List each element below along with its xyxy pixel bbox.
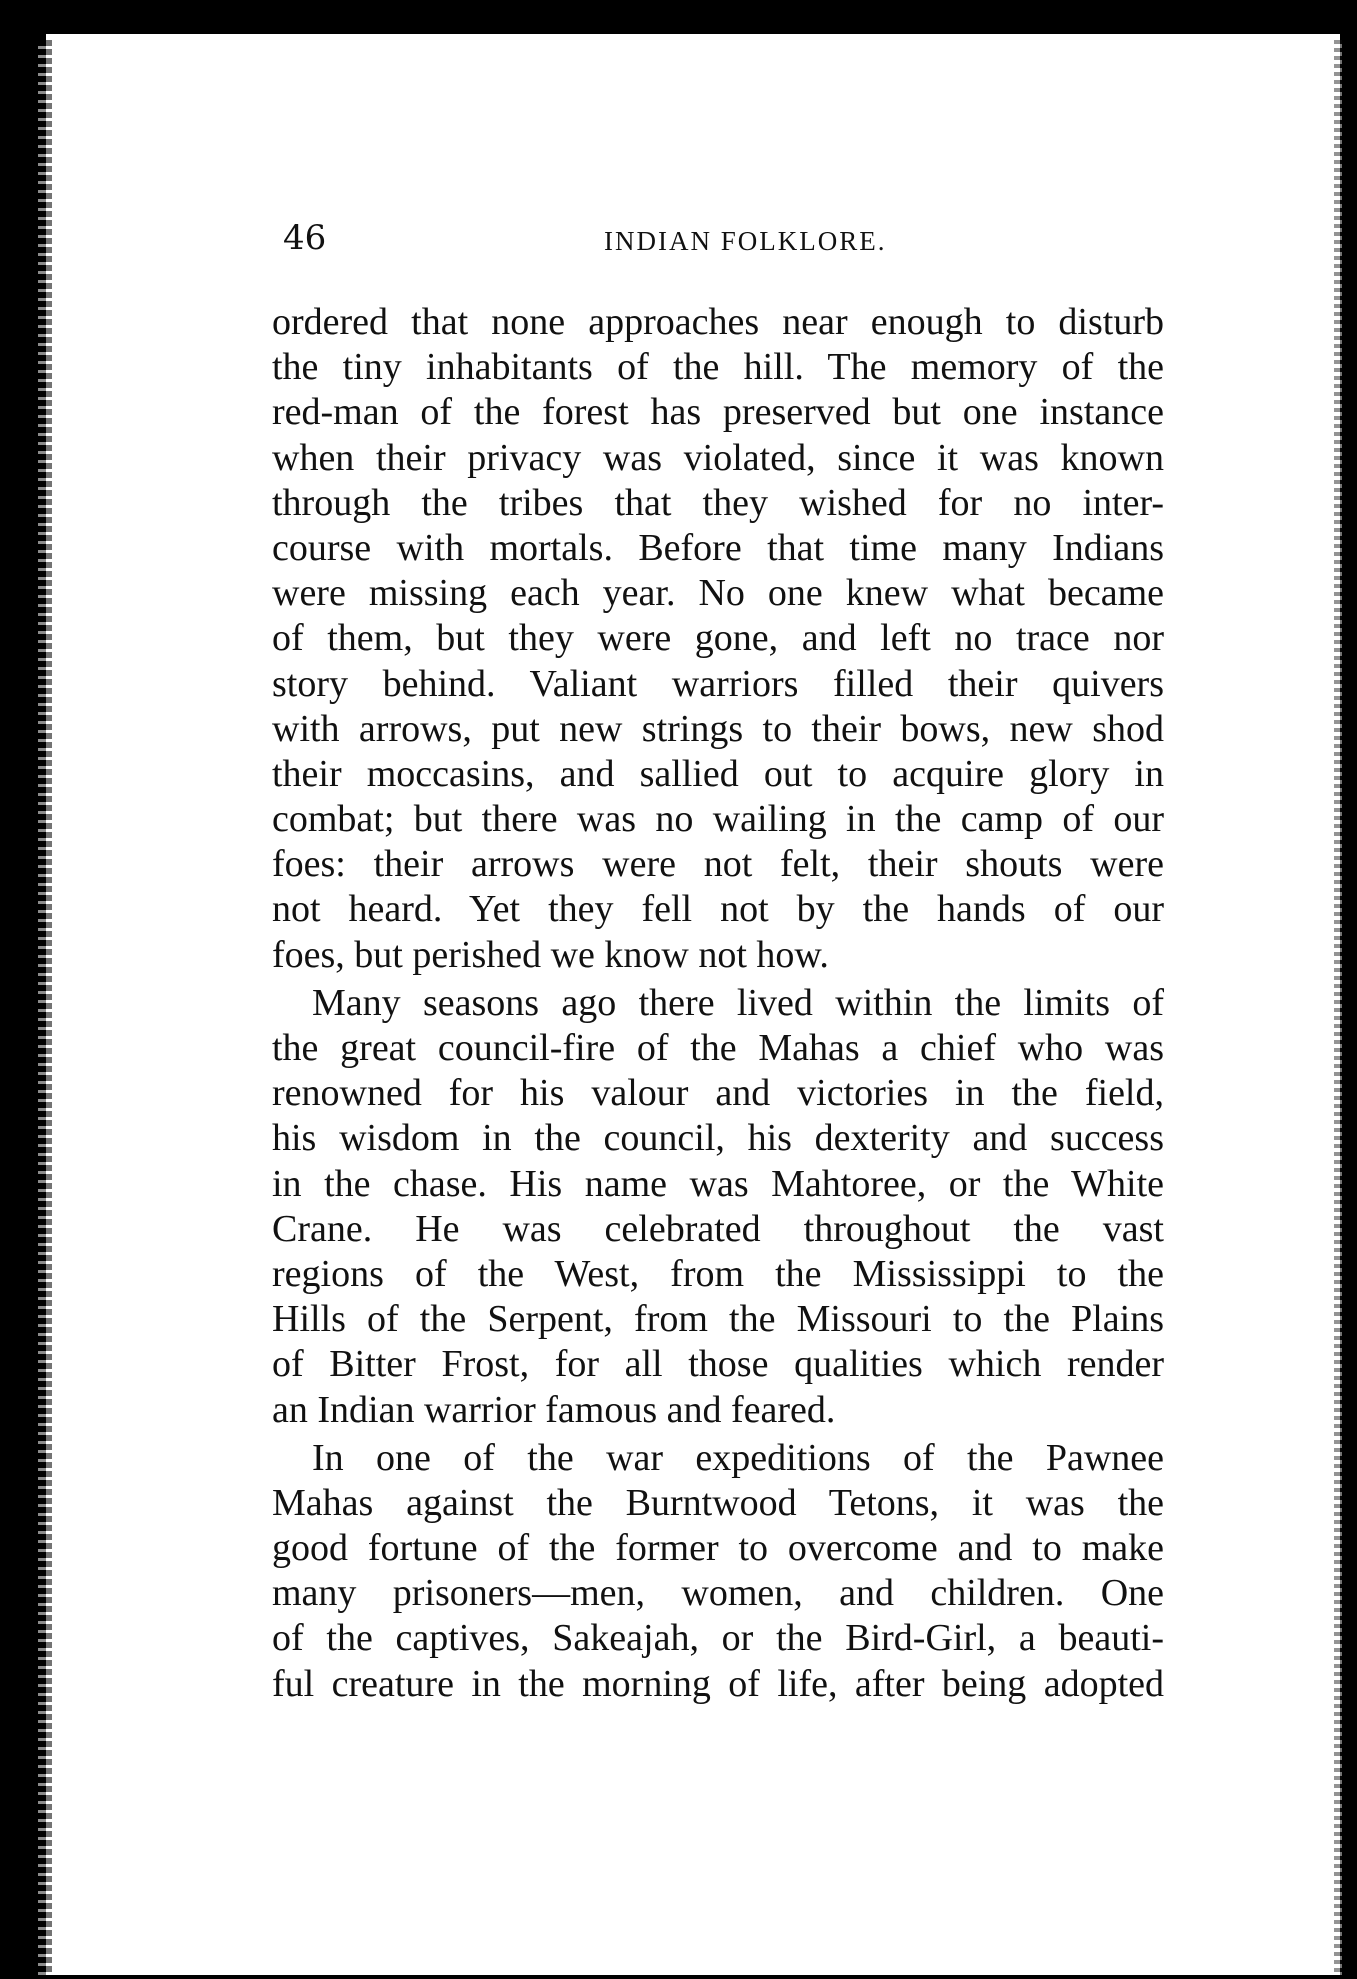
text-line: an Indian warrior famous and feared. [272,1388,836,1431]
scan-edge-artifact-right [1334,40,1342,1979]
text-line: their moccasins, and sallied out to acquire glory in [272,752,1164,795]
text-line: course with mortals. Before that time many Indians [272,526,1164,569]
text-line: Crane. He was celebrated throughout the vast [272,1207,1164,1250]
text-line: ordered that none approaches near enough to disturb [272,301,1164,343]
page-number: 46 [283,218,327,258]
text-line: In one of the war expeditions of the Pawnee [312,1436,1164,1479]
text-line: the tiny inhabitants of the hill. The memory of the [272,346,1164,389]
text-line: when their privacy was violated, since it was known [272,436,1164,479]
running-head [277,215,1167,261]
text-line: Many seasons ago there lived within the limits of [312,981,1164,1024]
paragraph-2 [272,981,1164,1433]
scan-edge-artifact-left [38,40,52,1979]
text-line: through the tribes that they wished for no inter- [272,481,1164,524]
text-line: not heard. Yet they fell not by the hands of our [272,888,1164,931]
text-line: were missing each year. No one knew what became [272,572,1164,615]
text-line: red-man of the forest has preserved but one instance [272,391,1164,434]
text-line: good fortune of the former to overcome and to make [272,1527,1164,1570]
text-line: with arrows, put new strings to their bows, new shod [272,707,1164,750]
text-line: regions of the West, from the Mississippi to the [272,1252,1164,1295]
text-line: many prisoners—men, women, and children. One [272,1572,1164,1615]
body-text [272,300,1164,1707]
text-line: of the captives, Sakeajah, or the Bird-Girl, a beauti- [272,1617,1164,1660]
text-line: story behind. Valiant warriors filled their quivers [272,662,1164,705]
running-title: INDIAN FOLKLORE. [604,226,887,256]
text-line: renowned for his valour and victories in the field, [272,1072,1164,1115]
scan-border-bottom [0,1975,1357,1979]
text-line: in the chase. His name was Mahtoree, or the White [272,1162,1164,1205]
scan-border-right [1340,0,1357,1979]
text-line: ful creature in the morning of life, after being adopted [272,1662,1164,1705]
text-line: foes, but perished we know not how. [272,933,829,976]
text-line: of Bitter Frost, for all those qualities which render [272,1343,1164,1386]
text-line: Mahas against the Burntwood Tetons, it was the [272,1481,1164,1524]
text-line: of them, but they were gone, and left no trace nor [272,617,1164,660]
text-line: foes: their arrows were not felt, their shouts were [272,843,1164,886]
paragraph-3 [272,1436,1164,1707]
text-line: the great council-fire of the Mahas a chief who was [272,1027,1164,1069]
text-line: combat; but there was no wailing in the camp of our [272,798,1164,841]
text-line: Hills of the Serpent, from the Missouri to the Plains [272,1298,1164,1341]
text-line: his wisdom in the council, his dexterity and success [272,1117,1164,1160]
paragraph-1 [272,300,1164,978]
scan-border-top [0,0,1357,34]
